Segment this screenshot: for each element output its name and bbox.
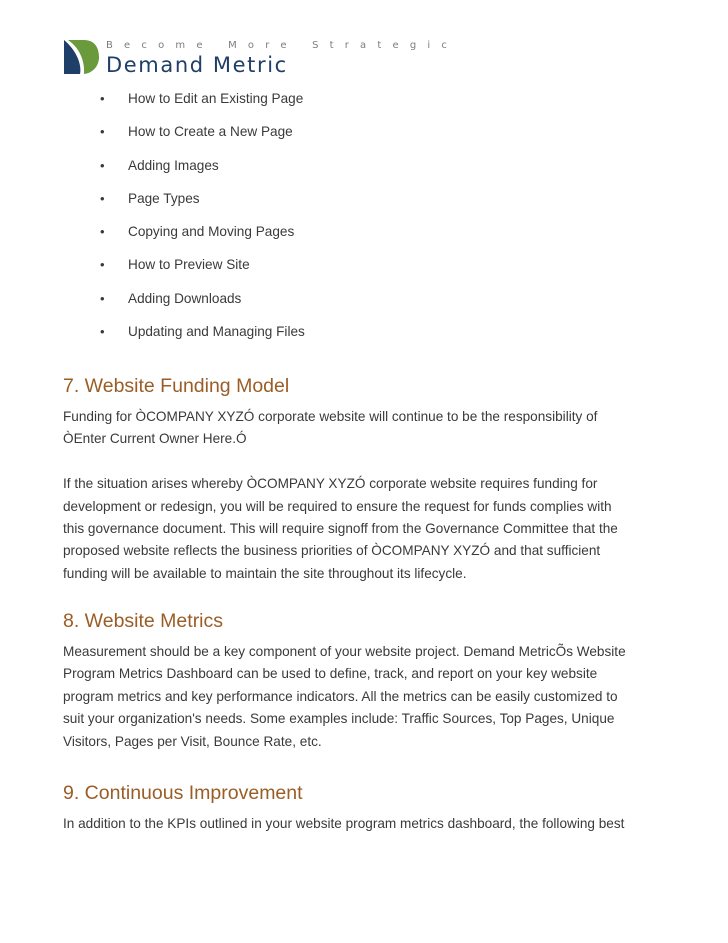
brand-name: Demand Metric xyxy=(106,53,288,77)
document-page: Become More Strategic Demand Metric • How to Edit an Existing Page • How to Create a New Page • Adding Images • Page Types • Copying and Moving Pages • How to Preview Site • Adding Downloads • Updating and Managing Files 7. Website Funding Model Funding for ÒCOMPANY XYZÓ corporate website will continue to be the responsibility of ÒEnter Current Owner Here.Ó If the situation arises whereby ÒCOMPANY XYZÓ corporate website requires funding for development or redesign, you will be required to ensure the request for funds complies with this governance document. This will require signoff from the Governance Committee that the proposed website reflects the business priorities of ÒCOMPANY XYZÓ and that sufficient funding will be available to maintain the site throughout its lifecycle. 8. Website Metrics Measurement should be a key component of your website project. Demand MetricÕs Website Program Metrics Dashboard can be used to define, track, and report on your key website program metrics and key performance indicators. All the metrics can be easily customized to suit your organization's needs. Some examples include: Traffic Sources, Top Pages, Unique Visitors, Pages per Visit, Bounce Rate, etc. 9. Continuous Improvement In addition to the KPIs outlined in your website program metrics dashboard, the following best xyxy=(0,0,728,943)
section-heading: 9. Continuous Improvement xyxy=(63,782,303,804)
demand-metric-logo xyxy=(62,38,459,78)
bullet-icon: • xyxy=(100,157,105,173)
bullet-icon: • xyxy=(100,124,105,140)
bullet-icon: • xyxy=(100,257,105,273)
paragraph-line: Visitors, Pages per Visit, Bounce Rate, etc. xyxy=(63,733,322,749)
bullet-icon: • xyxy=(100,224,105,240)
paragraph-line: In addition to the KPIs outlined in your website program metrics dashboard, the following best xyxy=(63,816,625,831)
paragraph-line: Program Metrics Dashboard can be used to define, track, and report on your key website xyxy=(63,666,598,682)
bullet-icon: • xyxy=(100,324,105,340)
paragraph-line: proposed website reflects the business priorities of ÒCOMPANY XYZÓ and that sufficient xyxy=(63,543,601,559)
paragraph-line: program metrics and key performance indicators. All the metrics can be easily customized to xyxy=(63,688,618,704)
brand-tagline: Become More Strategic xyxy=(106,40,459,51)
paragraph-line: Funding for ÒCOMPANY XYZÓ corporate website will continue to be the responsibility of xyxy=(63,409,598,424)
bullet-icon: • xyxy=(100,190,105,206)
section-website-metrics xyxy=(63,608,673,753)
paragraph-line: suit your organization's needs. Some examples include: Traffic Sources, Top Pages, Unique xyxy=(63,711,615,727)
bullet-icon: • xyxy=(100,91,105,106)
section-continuous-improvement xyxy=(63,780,673,835)
section-heading: 8. Website Metrics xyxy=(63,610,224,632)
section-heading: 7. Website Funding Model xyxy=(63,375,290,397)
section-funding-model xyxy=(63,373,673,585)
paragraph-line: Measurement should be a key component of your website project. Demand MetricÕs Website xyxy=(63,644,626,659)
paragraph-line: funding will be available to maintain the site throughout its lifecycle. xyxy=(63,565,467,581)
logo-mark-icon xyxy=(62,38,100,76)
paragraph-line: If the situation arises whereby ÒCOMPANY XYZÓ corporate website requires funding for xyxy=(63,476,598,492)
paragraph-line: this governance document. This will require signoff from the Governance Committee that the xyxy=(63,521,618,537)
paragraph-line: development or redesign, you will be required to ensure the request for funds complies with xyxy=(63,498,612,514)
bullet-icon: • xyxy=(100,290,105,306)
paragraph-line: ÒEnter Current Owner Here.Ó xyxy=(63,431,247,447)
